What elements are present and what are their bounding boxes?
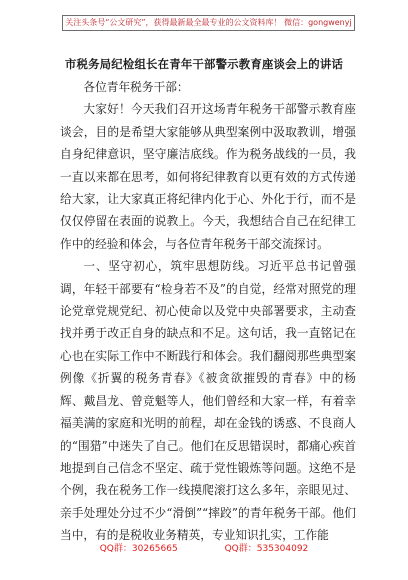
salutation: 各位青年税务干部： (83, 80, 189, 94)
document-title: 市税务局纪检组长在青年干部警示教育座谈会上的讲话 (64, 57, 344, 71)
footer-qq-group-2: QQ群：535304092 (224, 544, 309, 554)
document-body (60, 76, 356, 547)
paragraph-1: 大家好！今天我们召开这场青年税务干部警示教育座谈会，目的是希望大家能够从典型案例中汲取教训，增强自身纪律意识，坚守廉洁底线。作为税务战线的一员，我一直以来都在思考，如何将纪律教育以更有效的方式传递给大家，让大家真正将纪律内化于心、外化于行，而不是仅仅停留在表面的说教上。今天，我想结合自己在纪律工作中的经验和体会，与各位青年税务干部交流探讨。 (60, 102, 356, 251)
paragraph-2: 一、坚守初心，筑牢思想防线。习近平总书记曾强调，年轻干部要有“检身若不及”的自觉，经常对照党的理论党章党规党纪、初心使命以及党中央部署要求，主动查找并勇于改正自身的缺点和不足。这句话，我一直铭记在心也在实际工作中不断践行和体会。我们翻阅那些典型案例像《折翼的税务青春》《被贪欲摧毁的青春》中的杨辉、戴昌龙、曾竞魁等人，他们曾经和大家一样，有着幸福美满的家庭和光明的前程，却在金钱的诱惑、不良商人的“围猎”中迷失了自己。他们在反思错误时，都痛心疾首地提到自己信念不坚定、疏于党性锻炼等问题。这绝不是个例，我在税务工作一线摸爬滚打这么多年，亲眼见过、亲手处理处分过不少“滑倒”“摔跤”的青年税务干部。他们当中，有的是税收业务精英，专业知识扎实，工作能 (60, 259, 356, 543)
promo-banner: 关注头条号“公文研究”，获得最新最全最专业的公文资料库！ 微信：gongwenyj (62, 15, 355, 31)
footer-qq-group-1: QQ群：30265665 (99, 544, 178, 554)
page-footer (0, 541, 408, 554)
